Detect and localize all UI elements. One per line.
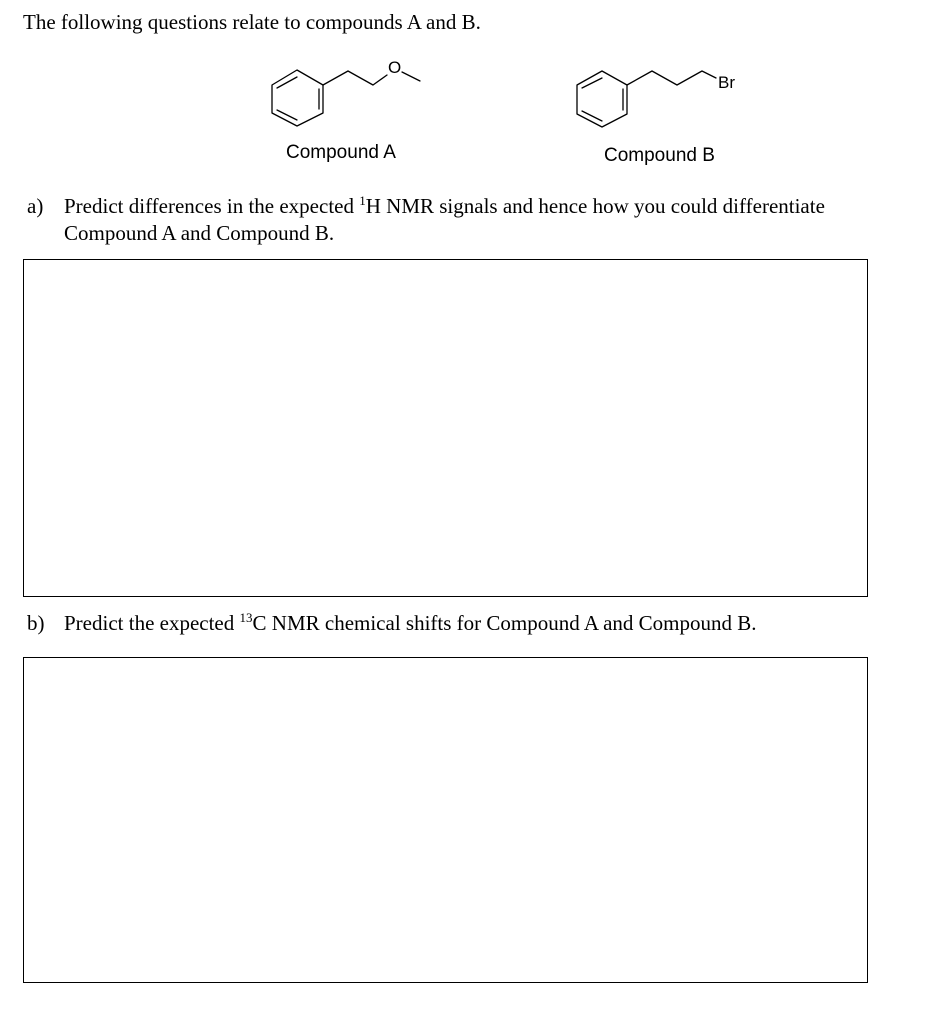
compound-a-structure [260, 50, 440, 130]
compound-b-structure [566, 58, 766, 138]
compound-b-side-chain [627, 71, 716, 85]
compound-a-caption-letter: A [383, 142, 396, 163]
question-a-letter: a) [27, 194, 44, 218]
intro-text: The following questions relate to compounds A and B. [23, 10, 481, 34]
compound-b-caption-letter: B [702, 145, 715, 166]
question-a-superscript: 1 [359, 193, 366, 208]
answer-box-b[interactable] [23, 657, 868, 983]
question-b-text-start: Predict the expected [64, 611, 240, 635]
compound-a-benzene-ring [272, 70, 323, 126]
compound-b-bromine-label: Br [718, 73, 735, 92]
compound-b-caption-word: Compound [604, 145, 697, 166]
compound-a-side-chain [323, 71, 387, 85]
question-b-superscript: 13 [239, 610, 253, 625]
question-a [27, 193, 927, 249]
compound-a-oxygen-label: O [388, 58, 402, 77]
compound-b-benzene-ring [577, 71, 627, 127]
question-a-line-1 [64, 193, 825, 220]
question-a-line-2: Compound A and Compound B. [64, 221, 335, 245]
answer-box-a[interactable] [23, 259, 868, 597]
question-b-text-end: C NMR chemical shifts for Compound A and Compound B. [252, 611, 757, 635]
question-b [27, 610, 927, 638]
compound-a-caption [286, 142, 396, 164]
compound-a-caption-word: Compound [286, 142, 379, 163]
question-a-text-end: H NMR signals and hence how you could differentiate [365, 194, 825, 218]
question-a-text-start: Predict differences in the expected [64, 194, 360, 218]
question-b-line [64, 610, 757, 637]
question-b-letter: b) [27, 611, 45, 635]
compound-b-caption [604, 145, 715, 167]
